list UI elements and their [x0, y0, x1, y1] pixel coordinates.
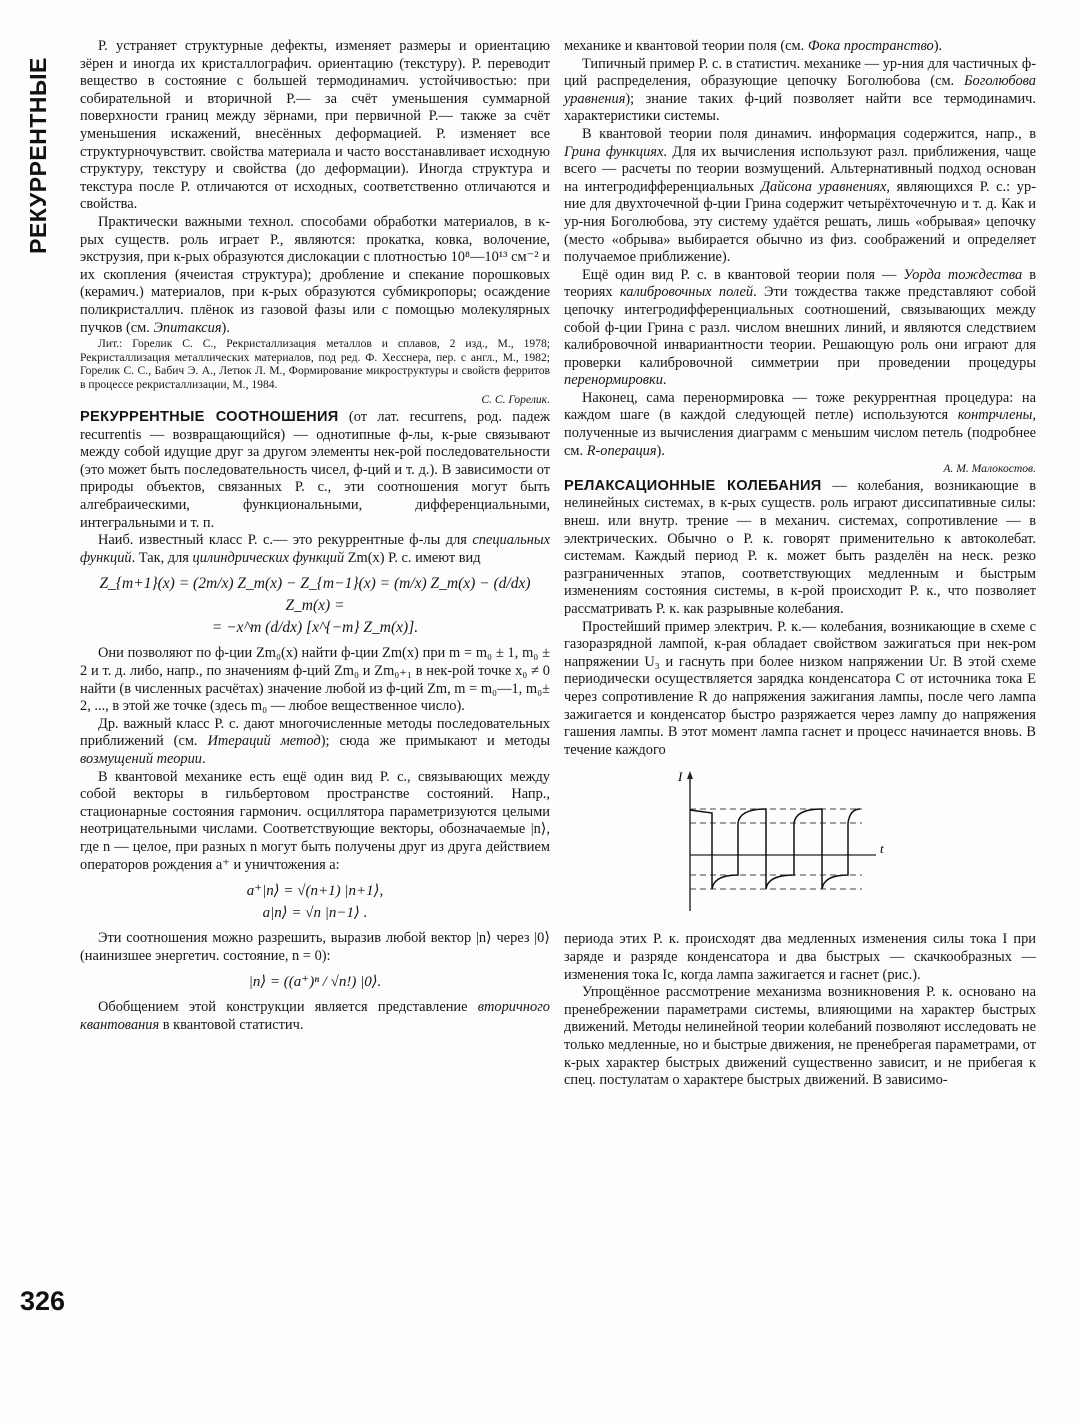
formula: |n⟩ = ((a⁺)ⁿ / √n!) |0⟩.: [248, 974, 382, 991]
cross-reference: Эпитаксия: [153, 319, 222, 336]
paragraph: Эти соотношения можно разрешить, выразив любой вектор |n⟩ через |0⟩ (наинизшее энергетич. состояние, n = 0):: [80, 930, 550, 964]
paragraph: Наиб. известный класс Р. с.— это рекуррентные ф-лы для специальных функций. Так, для цилиндрических функций Zm(x) Р. с. имеют вид: [80, 532, 550, 566]
left-column: [80, 38, 550, 1035]
cross-reference: перенормировки: [564, 372, 663, 389]
bibliography: Лит.: Горелик С. С., Рекристаллизация металлов и сплавов, 2 изд., М., 1978; Рекристаллизация металлических материалов, под ред. Ф. Хесснера, пер. с англ., М., 1982; Горелик С. С., Бабич Э. А., Летюк Л. М., Формирование микроструктуры и свойств ферритов в процессе рекристаллизации, М., 1984.: [80, 337, 550, 391]
page-number: 326: [20, 1286, 66, 1316]
paragraph: РЕКУРРЕНТНЫЕ СООТНОШЕНИЯ (от лат. recurrens, род. падеж recurrentis — возвращающийся) — однотипные ф-лы, к-рые связывают между собой идущие друг за другом элементы нек-рой последовательности (это может быть последовательность чисел, ф-ций и т. д.). В зависимости от природы объектов, связанных Р. с., эти соотношения могут быть алгебраическими, функциональными, дифференциальными, интегральными и т. п.: [80, 409, 550, 531]
paragraph: Простейший пример электрич. Р. к.— колебания, возникающие в схеме с газоразрядной лампой, к-рая обладает свойством зажигаться при нек-ром напряжении U₃ и гаснуть при более низком напряжении Uг. В этой схеме периодически осуществляется зарядка конденсатора C от источника тока E через сопротивление R до напряжения зажигания лампы, после чего лампа зажигается и конденсатор быстро разряжается через лампу до напряжения гашения лампы. В этот момент лампа гаснет и процесс начинается вновь. В течение каждого: [564, 618, 1036, 758]
paragraph: Практически важными технол. способами обработки материалов, в к-рых существ. роль играет Р., являются: прокатка, ковка, волочение, экструзия, при к-рых образуются дислокации с плотностью 10⁸—10¹³ см⁻² и их скопления (ячеистая структура); дробление и спекание порошковых (керамич.) материалов, при к-рых образуются субмикропоры; осаждение поликристаллич. плёнок из газовой фазы или с помощью молекулярных пучков (см. Эпитаксия).: [80, 213, 550, 336]
paragraph: механике и квантовой теории поля (см. Фока пространство).: [564, 38, 943, 54]
cross-reference: возмущений теории: [80, 750, 202, 767]
paragraph: Наконец, сама перенормировка — тоже рекуррентная процедура: на каждом шаге (в каждой следующей петле) используются контрчлены, полученные из вычисления диаграмм с меньшим числом петель (подробнее см. R-операция).: [564, 389, 1036, 459]
cross-reference: специальных функций: [80, 532, 550, 566]
paragraph: В квантовой механике есть ещё один вид Р. с., связывающих между собой векторы в гильбертовом пространстве состояний. Напр., стационарные состояния гармонич. осциллятора параметризуются целыми неотрицательными числами. Соответствующие векторы, обозначаемые |n⟩, где n — целое, при разных n могут быть получены друг из друга действием операторов рождения a⁺ и уничтожения a:: [80, 768, 550, 873]
cross-reference: Боголюбова уравнения: [564, 73, 1036, 107]
paragraph: периода этих Р. к. происходят два медленных изменения силы тока I при заряде и разряде конденсатора и два быстрых — скачкообразных — изменения тока Iс, когда лампа зажигается и гаснет (рис.).: [564, 931, 1036, 983]
paragraph: В квантовой теории поля динамич. информация содержится, напр., в Грина функциях. Для их вычисления используют разл. приближения, чаще всего — расчеты по теории возмущений. Альтернативный подход основан на интегродифференциальных Дайсона уравнениях, являющихся Р. с.: ур-ние для двухточечной ф-ции Грина содержит четырёхточечную и т. д. Как и ур-ния Боголюбова, эту систему удаётся решать, лишь «обрывая» цепочку (место «обрыва» выбирается обычно из физ. соображений и определяет получаемое приближение).: [564, 125, 1037, 266]
paragraph: Они позволяют по ф-ции Zm₀(x) найти ф-ции Zm(x) при m = m₀ ± 1, m₀ ± 2 и т. д. либо, напр., по значениям ф-ций Zm₀ и Zm₀₊₁ в нек-рой точке x₀ ≠ 0 найти (в численных расчётах) значение любой из ф-ций Zm, m = m₀—1, m₀± 2, ..., в этой же точке (здесь m₀ — любое вещественное число).: [80, 645, 550, 715]
author-signature: А. М. Малокостов.: [943, 462, 1036, 476]
formula: Z_{m+1}(x) = (2m/x) Z_m(x) − Z_{m−1}(x) = (m/x) Z_m(x) − (d/dx) Z_m(x) = = −x^m (d/dx) [x^{−m} Z_m(x)].: [99, 575, 531, 637]
x-axis-label: t: [880, 841, 884, 857]
paragraph: Упрощённое рассмотрение механизма возникновения Р. к. основано на пренебрежении параметрами системы, влияющими на характер быстрых движений. Методы нелинейной теории колебаний позволяют исследовать не только медленные, но и быстрые движения, не пренебрегая параметрами, от к-рых характер быстрых движений существенно зависит, и не прибегая к спец. постулатам о характере быстрых движений. В зависимо-: [564, 984, 1036, 1089]
cross-reference: Дайсона уравнениях: [760, 178, 887, 195]
cross-reference: цилиндрических функций: [192, 549, 345, 566]
paragraph: Типичный пример Р. с. в статистич. механике — ур-ния для частичных ф-ций распределения, образующие цепочку Боголюбова (см. Боголюбова уравнения); знание таких ф-ций позволяет найти все термодинамич. характеристики системы.: [564, 55, 1036, 125]
cross-reference: Уорда тождества: [903, 266, 1023, 283]
paragraph: Обобщением этой конструкции является представление вторичного квантования в квантовой статистич.: [80, 999, 550, 1033]
paragraph: РЕЛАКСАЦИОННЫЕ КОЛЕБАНИЯ — колебания, возникающие в нелинейных системах, в к-рых существ. роль играют диссипативные силы: внеш. или внутр. трение — в механич. системах, сопротивление — в электрических. Обычно о Р. к. говорят применительно к автоколебат. системам. Каждый период Р. к. может быть разделён на неск. резко разграниченных этапов, соответствующих медленным и быстрым изменениям состояния системы, в к-рой происходит Р. к., что позволяет рассматривать Р. к. как разрывные колебания.: [564, 477, 1037, 617]
cross-reference: контрчлены: [957, 407, 1033, 424]
y-axis-arrow: [687, 771, 693, 779]
cross-reference: Фока пространство: [807, 38, 934, 54]
paragraph: Ещё один вид Р. с. в квантовой теории поля — Уорда тождества в теориях калибровочных полей. Эти тождества также представляют собой цепочку интегродифференциальных соотношений, связывающих между собой ф-ции Грина с разл. числом внешних линий, и являются следствием калибровочной инвариантности теории. Решающую роль они играют для проверки калибровочной симметрии при проведении процедуры перенормировки.: [564, 266, 1036, 389]
entry-title: РЕЛАКСАЦИОННЫЕ КОЛЕБАНИЯ: [564, 477, 822, 494]
author-signature: С. С. Горелик.: [481, 393, 550, 407]
entry-title: РЕКУРРЕНТНЫЕ СООТНОШЕНИЯ: [80, 409, 339, 426]
running-head: РЕКУРРЕНТНЫЕ: [24, 56, 51, 254]
paragraph: Р. устраняет структурные дефекты, изменяет размеры и ориентацию зёрен и иногда их кристаллографич. ориентацию (текстуру). Р. переводит вещество в состояние с большей термодинамич. устойчивостью: при собирательной и вторичной Р.— за счёт уменьшения суммарной поверхности границ между зёрнами, при первичной Р.— также за счёт уменьшения искажений, внесённых деформацией. Р. изменяет все структурночувствит. свойства материала и часто восстанавливает исходную структуру, текстуру и свойства (до деформации). Иногда структура и текстура после Р. отличаются от исходных, соответственно отличаются и свойства.: [80, 38, 550, 213]
cross-reference: калибровочных полей: [619, 284, 754, 301]
cross-reference: Итераций метод: [207, 733, 321, 750]
relaxation-oscillation-figure: [676, 769, 896, 919]
current-curve: [690, 809, 860, 889]
formula: a⁺|n⟩ = √(n+1) |n+1⟩, a|n⟩ = √n |n−1⟩ .: [246, 883, 384, 922]
cross-reference: Грина функциях: [564, 143, 664, 160]
cross-reference: вторичного квантования: [80, 999, 550, 1033]
cross-reference: R-операция: [586, 442, 657, 459]
paragraph: Др. важный класс Р. с. дают многочисленные методы последовательных приближений (см. Итераций метод); сюда же примыкают и методы возмущений теории.: [80, 715, 550, 767]
y-axis-label: I: [678, 769, 683, 785]
right-column: [564, 38, 1036, 1090]
